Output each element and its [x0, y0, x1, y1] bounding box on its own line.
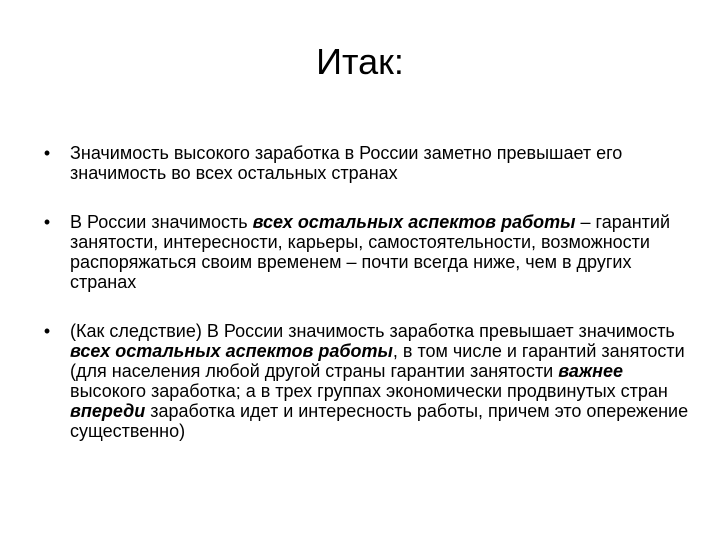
- emphasized-text: всех остальных аспектов работы: [252, 212, 576, 232]
- bullet-item-1: [40, 143, 690, 183]
- slide-title: Итак:: [316, 41, 404, 82]
- bullet-point-icon: •: [43, 212, 51, 232]
- bullet-item-3: [40, 321, 690, 441]
- text-segment: В России значимость: [70, 212, 253, 232]
- text-segment: – гарантий занятости, интересности, карьеры, самостоятельности, возможности распоряжаться своим временем – почти всегда ниже, чем в других странах: [70, 212, 671, 292]
- emphasized-text: всех остальных аспектов работы: [70, 341, 393, 361]
- emphasized-text: важнее: [558, 361, 624, 381]
- text-segment: заработка идет и интересность работы, причем это опережение существенно): [70, 401, 689, 441]
- text-segment: Значимость высокого заработка в России заметно превышает его значимость во всех остальных странах: [70, 143, 623, 183]
- bullet-point-icon: •: [43, 321, 51, 341]
- text-segment: высокого заработка; а в трех группах экономически продвинутых стран: [70, 381, 668, 401]
- text-segment: , в том числе и гарантий занятости (для населения любой другой страны гарантии занятости: [70, 341, 685, 381]
- emphasized-text: впереди: [70, 401, 146, 421]
- bullet-text: [70, 143, 622, 183]
- text-segment: (Как следствие) В России значимость заработка превышает значимость: [70, 321, 675, 341]
- bullet-list: [40, 143, 690, 441]
- bullet-text: [70, 321, 688, 441]
- bullet-text: [70, 212, 670, 292]
- bullet-item-2: [40, 212, 690, 292]
- bullet-point-icon: •: [43, 143, 51, 163]
